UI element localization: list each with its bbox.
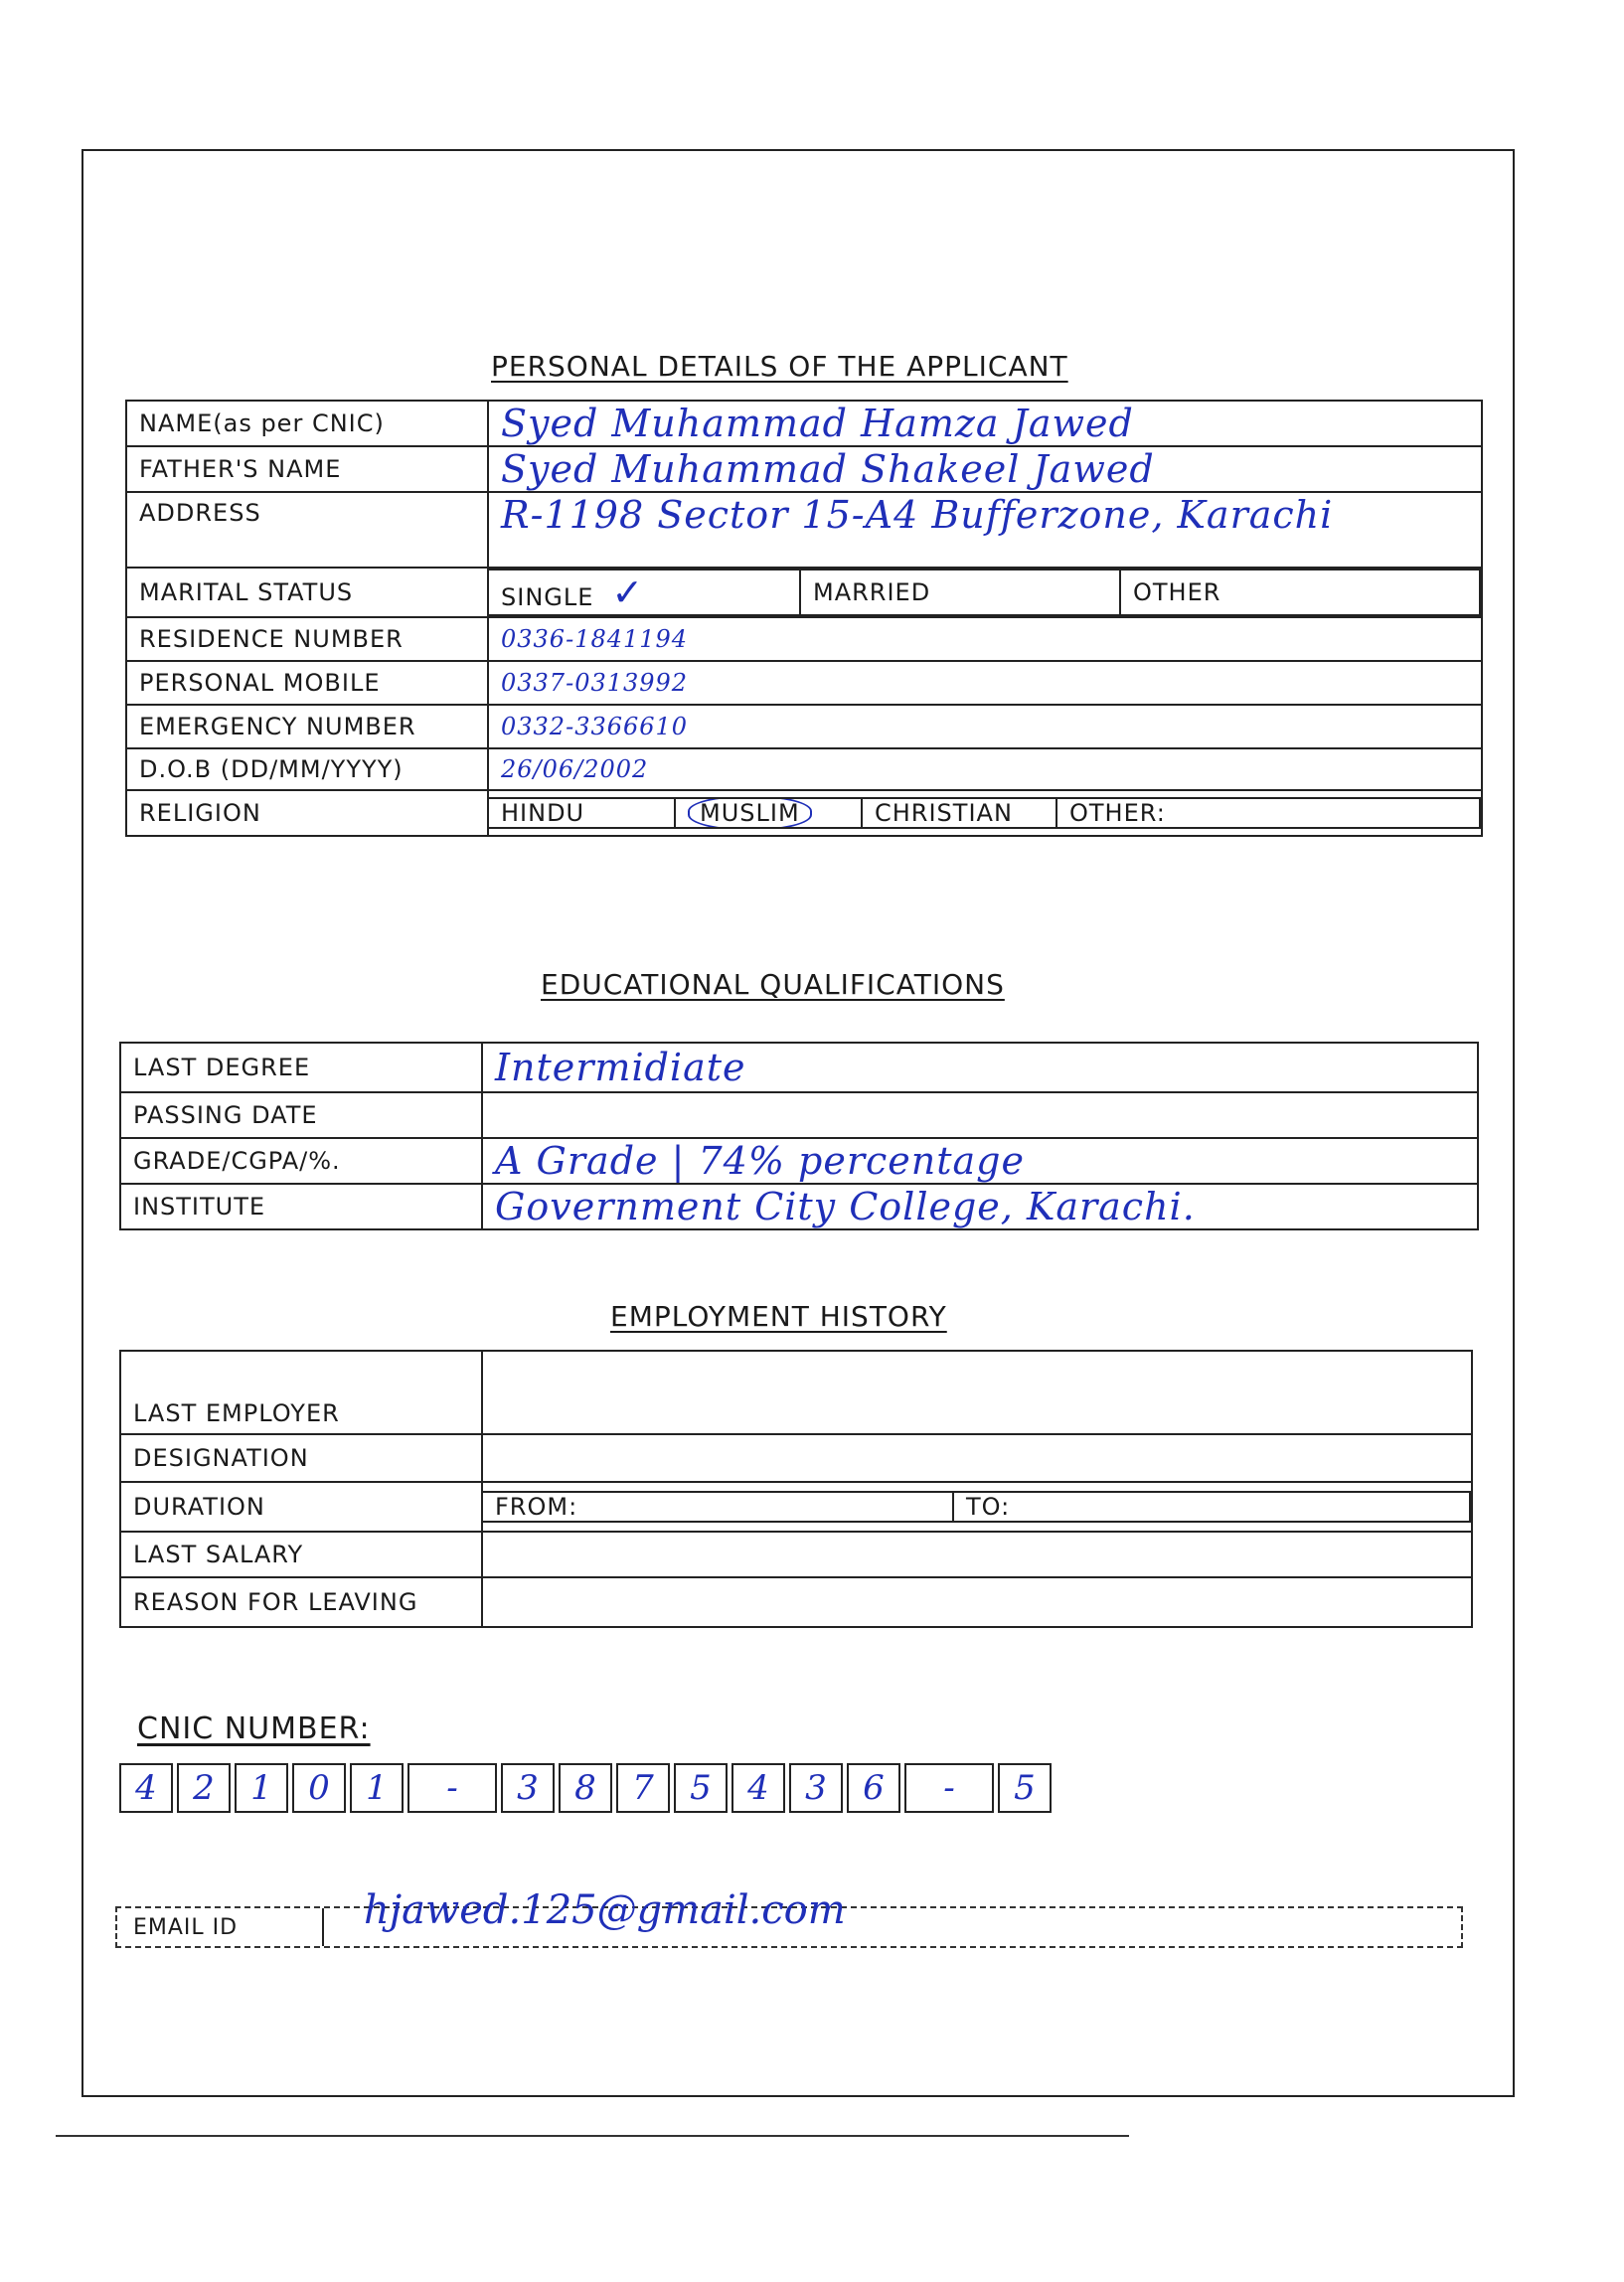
cnic-separator-1: -: [407, 1763, 497, 1813]
emergency-row: [126, 705, 1482, 748]
employment-table: [119, 1350, 1473, 1628]
dob-label: D.O.B (DD/MM/YYYY): [126, 748, 488, 790]
designation-label: DESIGNATION: [120, 1434, 482, 1482]
reason-for-leaving-value[interactable]: [482, 1577, 1472, 1627]
cnic-digit-4[interactable]: 0: [292, 1763, 346, 1813]
last-employer-label: LAST EMPLOYER: [120, 1351, 482, 1434]
designation-row: [120, 1434, 1472, 1482]
personal-details-title: PERSONAL DETAILS OF THE APPLICANT: [491, 350, 1068, 383]
cnic-digit-6[interactable]: 3: [501, 1763, 555, 1813]
duration-to-field[interactable]: [953, 1492, 1470, 1522]
religion-row: [126, 790, 1482, 836]
religion-options-cell: [488, 790, 1482, 836]
dob-value[interactable]: 26/06/2002: [488, 748, 1482, 790]
last-degree-row: [120, 1043, 1478, 1092]
last-salary-row: [120, 1532, 1472, 1577]
marital-row: [126, 568, 1482, 617]
duration-from-field[interactable]: [483, 1492, 953, 1522]
designation-value[interactable]: [482, 1434, 1472, 1482]
passing-date-row: [120, 1092, 1478, 1138]
mobile-row: [126, 661, 1482, 705]
grade-label: GRADE/CGPA/%.: [120, 1138, 482, 1184]
cnic-digit-11[interactable]: 3: [789, 1763, 843, 1813]
passing-date-value[interactable]: [482, 1092, 1478, 1138]
duration-to-label: TO:: [966, 1493, 1011, 1521]
marital-status-label: MARITAL STATUS: [126, 568, 488, 617]
cnic-digit-7[interactable]: 8: [559, 1763, 612, 1813]
email-id-value[interactable]: hjawed.125@gmail.com: [364, 1887, 846, 1933]
last-salary-label: LAST SALARY: [120, 1532, 482, 1577]
religion-option-muslim-label: MUSLIM: [688, 798, 812, 828]
marital-option-other-label: OTHER: [1133, 578, 1221, 606]
emergency-number-value[interactable]: 0332-3366610: [488, 705, 1482, 748]
residence-row: [126, 617, 1482, 661]
address-value[interactable]: R-1198 Sector 15-A4 Bufferzone, Karachi: [488, 492, 1482, 568]
father-name-value[interactable]: Syed Muhammad Shakeel Jawed: [488, 446, 1482, 492]
religion-options: [489, 797, 1481, 829]
religion-label: RELIGION: [126, 790, 488, 836]
marital-option-single[interactable]: [489, 570, 800, 615]
emergency-number-label: EMERGENCY NUMBER: [126, 705, 488, 748]
address-label: ADDRESS: [126, 492, 488, 568]
institute-label: INSTITUTE: [120, 1184, 482, 1229]
passing-date-label: PASSING DATE: [120, 1092, 482, 1138]
reason-row: [120, 1577, 1472, 1627]
duration-row: [120, 1482, 1472, 1532]
personal-mobile-label: PERSONAL MOBILE: [126, 661, 488, 705]
last-degree-value[interactable]: Intermidiate: [482, 1043, 1478, 1092]
cnic-digit-8[interactable]: 7: [616, 1763, 670, 1813]
grade-row: [120, 1138, 1478, 1184]
education-table: [119, 1042, 1479, 1230]
duration-cell: [482, 1482, 1472, 1532]
cnic-separator-2: -: [904, 1763, 994, 1813]
cnic-digit-1[interactable]: 4: [119, 1763, 173, 1813]
marital-option-married[interactable]: [800, 570, 1120, 615]
personal-mobile-value[interactable]: 0337-0313992: [488, 661, 1482, 705]
grade-value[interactable]: A Grade | 74% percentage: [482, 1138, 1478, 1184]
religion-option-hindu[interactable]: [489, 798, 675, 828]
religion-option-muslim[interactable]: [675, 798, 862, 828]
marital-options-cell: [488, 568, 1482, 617]
email-row: [115, 1887, 1463, 1948]
religion-option-christian[interactable]: [862, 798, 1056, 828]
cnic-digit-10[interactable]: 4: [731, 1763, 785, 1813]
reason-for-leaving-label: REASON FOR LEAVING: [120, 1577, 482, 1627]
bottom-rule: [56, 2135, 1129, 2137]
duration-label: DURATION: [120, 1482, 482, 1532]
last-salary-value[interactable]: [482, 1532, 1472, 1577]
employment-history-title: EMPLOYMENT HISTORY: [610, 1300, 947, 1333]
cnic-digit-12[interactable]: 6: [847, 1763, 900, 1813]
cnic-number-boxes: [119, 1763, 1056, 1813]
name-label: NAME(as per CNIC): [126, 401, 488, 446]
marital-option-other[interactable]: [1120, 570, 1480, 615]
check-mark-icon: ✓: [611, 570, 645, 614]
residence-number-label: RESIDENCE NUMBER: [126, 617, 488, 661]
cnic-number-label: CNIC NUMBER:: [137, 1712, 371, 1746]
dob-row: [126, 748, 1482, 790]
name-value[interactable]: Syed Muhammad Hamza Jawed: [488, 401, 1482, 446]
educational-qualifications-title: EDUCATIONAL QUALIFICATIONS: [541, 968, 1005, 1001]
marital-option-single-label: SINGLE: [501, 583, 594, 611]
religion-option-christian-label: CHRISTIAN: [875, 799, 1013, 827]
duration-fields: [483, 1491, 1471, 1523]
father-name-label: FATHER'S NAME: [126, 446, 488, 492]
cnic-digit-9[interactable]: 5: [674, 1763, 728, 1813]
cnic-digit-5[interactable]: 1: [350, 1763, 404, 1813]
cnic-digit-3[interactable]: 1: [235, 1763, 288, 1813]
institute-value[interactable]: Government City College, Karachi.: [482, 1184, 1478, 1229]
institute-row: [120, 1184, 1478, 1229]
last-employer-value[interactable]: [482, 1351, 1472, 1434]
father-row: [126, 446, 1482, 492]
religion-option-other[interactable]: [1056, 798, 1480, 828]
marital-options: [489, 569, 1481, 616]
personal-details-table: [125, 400, 1483, 837]
religion-option-other-label: OTHER:: [1069, 799, 1166, 827]
cnic-digit-2[interactable]: 2: [177, 1763, 231, 1813]
name-row: [126, 401, 1482, 446]
residence-number-value[interactable]: 0336-1841194: [488, 617, 1482, 661]
last-employer-row: [120, 1351, 1472, 1434]
cnic-digit-13[interactable]: 5: [998, 1763, 1052, 1813]
marital-option-married-label: MARRIED: [813, 578, 931, 606]
address-row: [126, 492, 1482, 568]
last-degree-label: LAST DEGREE: [120, 1043, 482, 1092]
duration-from-label: FROM:: [495, 1493, 578, 1521]
religion-option-hindu-label: HINDU: [501, 799, 585, 827]
email-id-label: EMAIL ID: [117, 1908, 324, 1946]
